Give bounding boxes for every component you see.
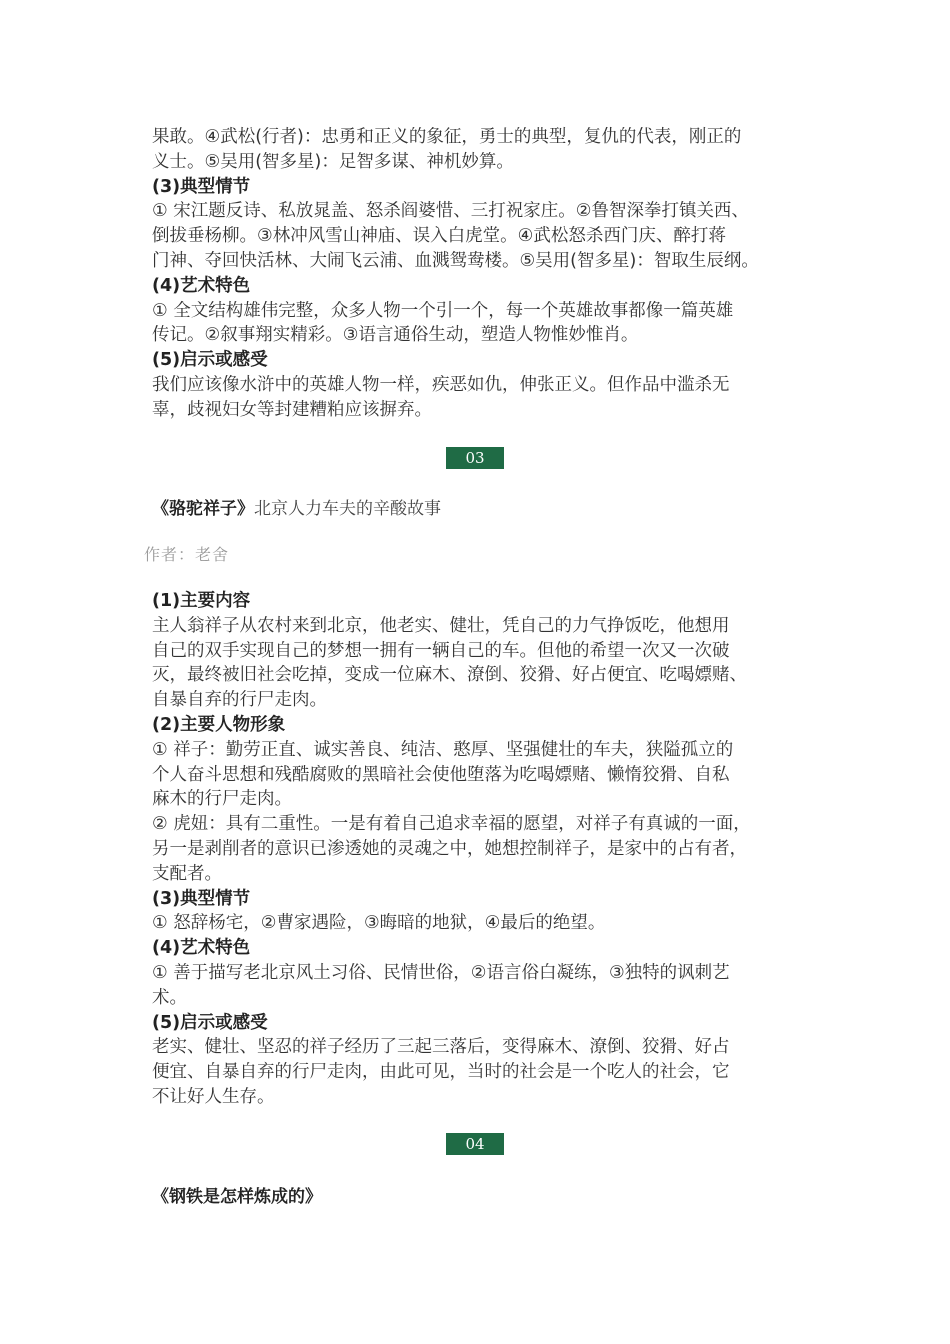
text-line: 老实、健壮、坚忍的祥子经历了三起三落后，变得麻木、潦倒、狡猾、好占 (152, 1037, 730, 1058)
text-line: ① 善于描写老北京风土习俗、民情世俗，②语言俗白凝练，③独特的讽刺艺 (152, 962, 730, 983)
text-line: ① 宋江题反诗、私放晁盖、怒杀阎婆惜、三打祝家庄。②鲁智深拳打镇关西、 (152, 201, 749, 222)
section-heading: (4)艺术特色 (152, 938, 251, 959)
text-line: 个人奋斗思想和残酷腐败的黑暗社会使他堕落为吃喝嫖赌、懒惰狡猾、自私 (152, 764, 730, 785)
book-subtitle: 北京人力车夫的辛酸故事 (254, 499, 441, 519)
text-line: 传记。②叙事翔实精彩。③语言通俗生动，塑造人物惟妙惟肖。 (152, 325, 639, 346)
text-line: 另一是剥削者的意识已渗透她的灵魂之中，她想控制祥子，是家中的占有者， (152, 838, 747, 859)
section-heading: (3)典型情节 (152, 888, 251, 909)
text-line: 灭，最终被旧社会吃掉，变成一位麻木、潦倒、狡猾、好占便宜、吃喝嫖赌、 (152, 665, 747, 686)
text-line: 果敢。④武松(行者)：忠勇和正义的象征，勇士的典型，复仇的代表，刚正的 (152, 127, 742, 147)
text-line: 辜，歧视妇女等封建糟粕应该摒弃。 (152, 399, 432, 420)
text-line: 麻木的行尸走肉。 (152, 789, 292, 810)
section-number-badge: 03 (446, 447, 504, 469)
text-line: ② 虎妞：具有二重性。一是有着自己追求幸福的愿望，对祥子有真诚的一面， (152, 814, 751, 835)
text-line: 不让好人生存。 (152, 1086, 275, 1107)
text-line: ① 全文结构雄伟完整，众多人物一个引一个，每一个英雄故事都像一篇英雄 (152, 300, 734, 321)
book-title-line (152, 1182, 322, 1207)
author-line: 作者：老舍 (144, 545, 230, 564)
book-title: 《钢铁是怎样炼成的》 (152, 1187, 322, 1207)
book-title: 《骆驼祥子》 (152, 499, 254, 519)
section3-body (152, 589, 812, 1110)
section2-body (152, 125, 812, 423)
section-heading: (5)启示或感受 (152, 1012, 268, 1033)
section-number-badge: 04 (446, 1133, 504, 1155)
section-heading: (4)艺术特色 (152, 275, 251, 296)
section-heading: (5)启示或感受 (152, 350, 268, 371)
text-line: ① 怒辞杨宅，②曹家遇险，③晦暗的地狱，④最后的绝望。 (152, 913, 606, 934)
text-line: 门神、夺回快活林、大闹飞云浦、血溅鸳鸯楼。⑤吴用(智多星)：智取生辰纲。 (152, 250, 759, 271)
text-line: 义士。⑤吴用(智多星)：足智多谋、神机妙算。 (152, 151, 514, 172)
text-line: ① 祥子：勤劳正直、诚实善良、纯洁、憨厚、坚强健壮的车夫，狭隘孤立的 (152, 739, 734, 760)
section-heading: (3)典型情节 (152, 176, 251, 197)
text-line: 倒拔垂杨柳。③林冲风雪山神庙、误入白虎堂。④武松怒杀西门庆、醉打蒋 (152, 226, 726, 247)
section-heading: (2)主要人物形象 (152, 714, 286, 735)
section-heading: (1)主要内容 (152, 591, 251, 611)
text-line: 主人翁祥子从农村来到北京，他老实、健壮，凭自己的力气挣饭吃，他想用 (152, 615, 730, 636)
book-title-line (152, 494, 441, 519)
text-line: 支配者。 (152, 863, 222, 884)
text-line: 自暴自弃的行尸走肉。 (152, 690, 327, 711)
text-line: 便宜、自暴自弃的行尸走肉，由此可见，当时的社会是一个吃人的社会，它 (152, 1062, 730, 1083)
text-line: 自己的双手实现自己的梦想一拥有一辆自己的车。但他的希望一次又一次破 (152, 640, 730, 661)
text-line: 术。 (152, 987, 187, 1008)
text-line: 我们应该像水浒中的英雄人物一样，疾恶如仇，伸张正义。但作品中滥杀无 (152, 374, 730, 395)
